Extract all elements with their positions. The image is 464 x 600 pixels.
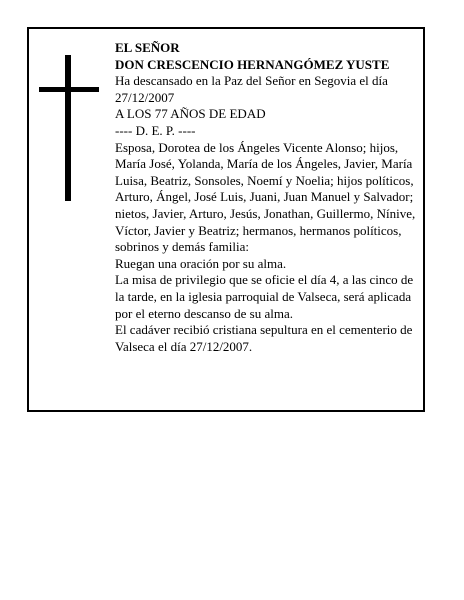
- death-statement: Ha descansado en la Paz del Señor en Segovia el día 27/12/2007: [115, 73, 388, 105]
- cross-icon: [39, 55, 99, 201]
- deceased-name: DON CRESCENCIO HERNANGÓMEZ YUSTE: [115, 56, 390, 72]
- family-list: Esposa, Dorotea de los Ángeles Vicente Alonso; hijos, María José, Yolanda, María de los Ángeles, Javier, María Luisa, Beatriz, Sonsoles, Noemí y Noelia; hijos políticos, Arturo, Ángel, José Luis, Juani, Juan Manuel y Salvador; nietos, Javier, Arturo, Jesús, Jonathan, Guillermo, Nínive, Víctor, Javier y Beatriz; hermanos, hermanos políticos, sobrinos y demás familia:: [115, 139, 416, 255]
- burial-statement: El cadáver recibió cristiana sepultura en el cementerio de Valseca el día 27/12/2007.: [115, 322, 413, 354]
- notice-title: EL SEÑOR: [115, 40, 180, 55]
- cross-horizontal-bar: [39, 87, 99, 92]
- rip-line: ---- D. E. P. ----: [115, 122, 196, 138]
- notice-text-block: [115, 40, 419, 355]
- cross-vertical-bar: [65, 55, 71, 201]
- prayer-request: Ruegan una oración por su alma.: [115, 255, 287, 271]
- obituary-notice: [27, 27, 425, 412]
- age-statement: A LOS 77 AÑOS DE EDAD: [115, 106, 266, 122]
- mass-announcement: La misa de privilegio que se oficie el día 4, a las cinco de la tarde, en la iglesia parroquial de Valseca, será aplicada por el eterno descanso de su alma.: [115, 272, 414, 321]
